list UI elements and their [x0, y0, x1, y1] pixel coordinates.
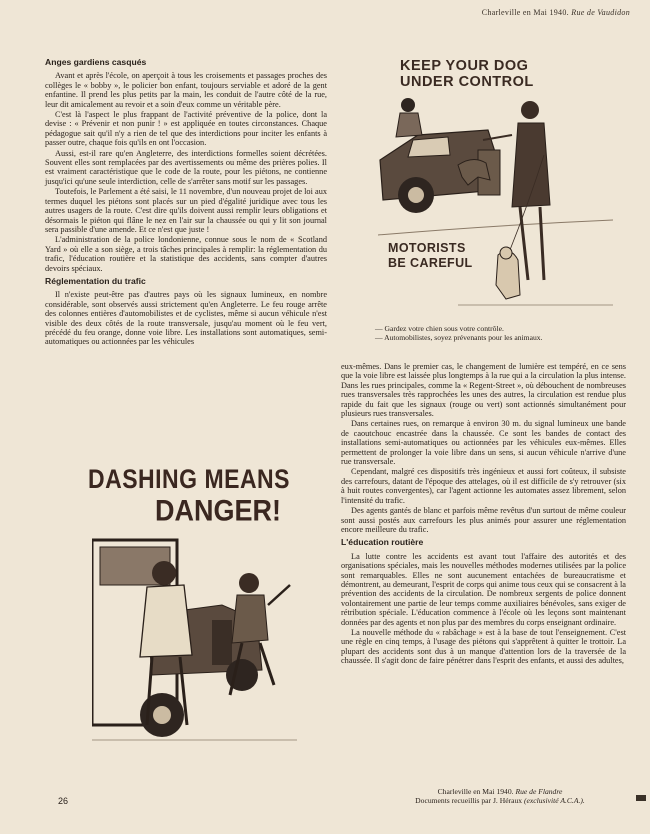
caption-line1: — Gardez votre chien sous votre contrôle. — [375, 324, 504, 333]
footer-line2 — [365, 796, 635, 805]
paragraph: Avant et après l'école, on aperçoit à tous les croisements et passages proches des collèges le « bobby », le policier bon enfant, toujours serviable et adoré de la gent enfantine. Il prend les plus petits par la main, les conduit de l'autre côté de la rue, leur dit amicalement au revoir et a soin d'eux comme un véritable père. — [45, 71, 327, 109]
section-title-anges: Anges gardiens casqués — [45, 57, 147, 67]
footer-street: Rue de Flandre — [515, 787, 563, 796]
page-number: 26 — [58, 796, 69, 806]
dog-title-line2: UNDER CONTROL — [400, 74, 534, 90]
footer-place: Charleville en Mai 1940. — [437, 787, 514, 796]
paragraph: Aussi, est-il rare qu'en Angleterre, des interdictions formelles soient décrétées. Souvent elles sont remplacées par des avertissements ou même des prières polies. Il est vraiment caractéristique que le code de la route, pour les piétons, ne contienne jusqu'ici qu'une seule interdiction, celle de s'arrêter sans motif sur les passages. — [45, 148, 327, 186]
dog-poster-caption — [375, 325, 585, 342]
header-place: Rue de Vaudidon — [571, 8, 630, 17]
section-title-education: L'éducation routière — [341, 537, 424, 548]
dash-poster-subtitle: DANGER! — [155, 494, 281, 527]
header-line: Charleville en Mai 1940. — [481, 8, 569, 17]
left-column — [45, 54, 327, 348]
paragraph: eux-mêmes. Dans le premier cas, le changement de lumière est tempéré, en ce sens que la voie libre est laissée plus longtemps à la rue qui a la circulation la plus intense. Dans les rues principales, comme la « Regent-Street », où débouchent de nombreuses rues transversales très rapprochées les unes des autres, la circulation est rendue plus rapide du fait que les signaux (rouge ou vert) sont actionnés simultanément pour plusieurs rues transversales. — [341, 362, 626, 419]
paragraph: Il n'existe peut-être pas d'autres pays où les signaux lumineux, en nombre considérable, sont observés aussi strictement qu'en Angleterre. Le feu rouge arrête des colonnes entières d'automobilistes et de cyclistes, même si aucun véhicule n'est visible des deux côtés de la route transversale, jusqu'au moment où le feu vert, précédé du feu orange, donne voie libre. Les installations sont automatiques, semi-automatiques ou actionnées par les véhicules — [45, 290, 327, 347]
paragraph: Des agents gantés de blanc et parfois même revêtus d'un surtout de même couleur sont aussi postés aux carrefours les plus animés pour assurer une réglementation encore meilleure du trafic. — [341, 506, 626, 534]
footer — [365, 787, 635, 805]
dog-sub-line2: BE CAREFUL — [388, 256, 473, 270]
paragraph: La nouvelle méthode du « rabâchage » est à la base de tout l'enseignement. C'est une règle en cinq temps, à l'usage des piétons qui s'apprêtent à quitter le trottoir. La plupart des accidents sont dus à un manque d'attention lors de la traversée de la chaussée. Il s'agit donc de faire pénétrer dans l'esprit des enfants, et aussi des adultes, — [341, 627, 626, 666]
footer-credit-exclusive: (exclusivité A.C.A.). — [524, 796, 585, 805]
running-header — [482, 8, 630, 17]
section-title-reglementation: Réglementation du trafic — [45, 275, 146, 286]
paragraph: Dans certaines rues, on remarque à environ 30 m. du signal lumineux une bande de caoutchouc encastrée dans la chaussée. Ce sont les bandes de contact des installations semi-automatiques ou actionnées par les véhicules eux-mêmes. Elles permettent de prolonger la voie libre dans un sens, si aucun véhicule n'arrive d'une rue transversale. — [341, 419, 626, 467]
dog-poster-illustration — [378, 95, 613, 320]
edge-mark — [636, 795, 646, 801]
dog-poster-subtitle — [388, 241, 473, 271]
dog-poster-title — [400, 58, 534, 90]
footer-credit-text: Documents recueillis par J. Héraux — [415, 796, 523, 805]
dog-sub-line1: MOTORISTS — [388, 241, 466, 255]
paragraph: L'administration de la police londonienne, connue sous le nom de « Scotland Yard » où elle a son siège, a trois tâches principales à remplir: la réglementation du trafic, l'éducation routière et la statistique des accidents, sans compter d'autres devoirs spéciaux. — [45, 235, 327, 273]
dog-title-line1: KEEP YOUR DOG — [400, 58, 529, 74]
caption-line2: — Automobilistes, soyez prévenants pour les animaux. — [375, 332, 543, 342]
paragraph: La lutte contre les accidents est avant tout l'affaire des autorités et des organisations spéciales, mais les nouvelles méthodes modernes utilisées par la police sont remarquables. Elles ne sont aucunement entachées de bureaucratisme et démontrent, au demeurant, l'esprit de corps qui anime tous ceux qui se consacrent à la prévention des accidents de la circulation. De nombreux sergents de police donnent volontairement une partie de leur temps comme auxiliaires bénévoles, sans exiger de rétribution spéciale. L'éducation commence à l'école où les leçons sont maintenant données par des agents et non plus par des membres du corps enseignant ordinaire. — [341, 551, 626, 627]
paragraph: C'est là l'aspect le plus frappant de l'activité préventive de la police, dont la devise : « Prévenir et non punir ! » est appliquée en toutes circonstances. Chaque pédagogue sait qu'il n'y a rien de tel que des interdictions pour inciter les enfants à passer outre, chaque fois qu'ils en ont l'occasion. — [45, 110, 327, 148]
dash-poster-title: DASHING MEANS — [88, 464, 291, 494]
paragraph: Toutefois, le Parlement a été saisi, le 11 novembre, d'un nouveau projet de loi aux termes duquel les piétons sont placés sur un pied d'égalité juridique avec tous les autres usagers de la route. C'est dire qu'ils doivent aussi remplir leurs obligations et désormais le piéton qui flâne le nez en l'air sur la chaussée ou qui y lit son journal sera passible d'une amende. Et ce n'est que juste ! — [45, 187, 327, 234]
paragraph: Cependant, malgré ces dispositifs très ingénieux et aussi fort coûteux, il subsiste des carrefours, datant de l'époque des attelages, où il est difficile de s'y retrouver (six à huit routes convergentes), car l'agent actionne les automates assez librement, selon l'intensité du trafic. — [341, 467, 626, 505]
footer-line1 — [365, 787, 635, 796]
dash-poster-illustration — [92, 525, 297, 755]
right-column — [341, 362, 626, 667]
